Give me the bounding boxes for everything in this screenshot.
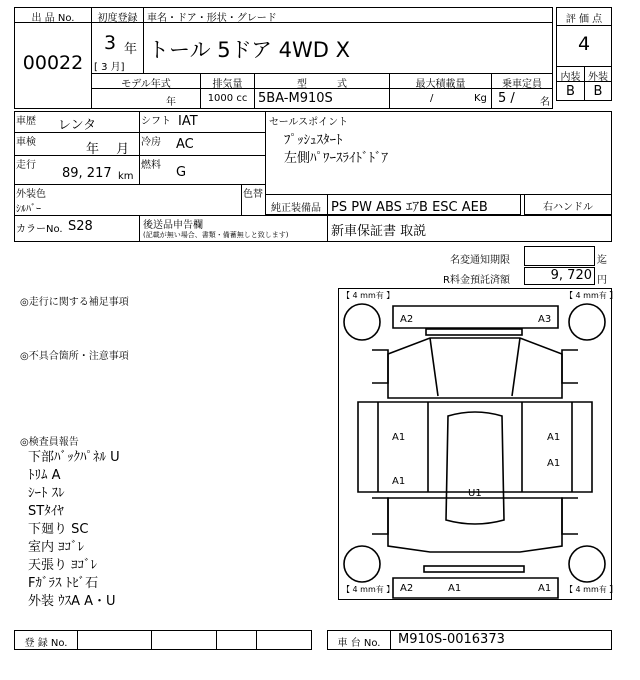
exterior-color-cell bbox=[14, 184, 242, 216]
driving-notes-label: ◎走行に関する補足事項 bbox=[20, 297, 129, 308]
inspector-item: 下部ﾊﾞｯｸﾊﾟﾈﾙ U bbox=[28, 450, 120, 465]
post-docs-note: (記載が無い場合、書類・備蓄無しと致します) bbox=[143, 231, 289, 239]
reg-no-divider bbox=[256, 630, 257, 650]
mark-left-rear-door: A1 bbox=[392, 476, 406, 487]
inspection-label: 車検 bbox=[16, 137, 36, 148]
exterior-color-label: 外装色 bbox=[16, 189, 46, 200]
shift: IAT bbox=[178, 114, 198, 129]
recycle-label: R料金預託済額 bbox=[443, 275, 510, 286]
history-label: 車歴 bbox=[16, 116, 36, 127]
genuine-equip: PS PW ABS ｴｱB ESC AEB bbox=[331, 200, 488, 215]
chassis-no: M910S-0016373 bbox=[398, 632, 505, 647]
first-reg-year: 3 bbox=[104, 32, 117, 54]
exterior-grade: B bbox=[593, 84, 603, 99]
mark-rear-bumper-right: A1 bbox=[538, 583, 552, 594]
reg-no-divider bbox=[151, 630, 152, 650]
max-load-label: 最大積載量 bbox=[415, 79, 466, 90]
displacement-label: 排気量 bbox=[212, 79, 243, 90]
exterior-label: 外装 bbox=[588, 72, 608, 83]
tire-rr-depth: 【 4 mm有 】 bbox=[565, 585, 618, 594]
tire-fr-depth: 【 4 mm有 】 bbox=[565, 291, 618, 300]
ac: AC bbox=[176, 137, 194, 152]
color-no-label: カラーNo. bbox=[16, 224, 63, 235]
interior-grade: B bbox=[566, 84, 575, 99]
rating-label: 評 価 点 bbox=[565, 14, 603, 25]
mark-rear-bumper-left: A2 bbox=[400, 583, 414, 594]
inspector-item: STﾀｲﾔ bbox=[28, 504, 64, 519]
warranty: 新車保証書 取説 bbox=[331, 224, 427, 239]
fuel-label: 燃料 bbox=[141, 160, 161, 171]
first-reg-month: [ 3 月] bbox=[94, 62, 125, 73]
inspector-label: ◎検査員報告 bbox=[20, 437, 79, 448]
ac-label: 冷房 bbox=[141, 137, 161, 148]
mark-right-rear-door: A1 bbox=[547, 458, 561, 469]
reg-no-label: 登 録 No. bbox=[24, 638, 68, 649]
inspector-item: ﾄﾘﾑ A bbox=[28, 468, 61, 483]
max-load-unit: Kg bbox=[474, 93, 487, 104]
mark-right-front-door: A1 bbox=[547, 432, 561, 443]
mark-left-front-door: A1 bbox=[392, 432, 406, 443]
mileage-label: 走行 bbox=[16, 160, 36, 171]
displacement: 1000 cc bbox=[207, 93, 248, 104]
lot-no: 00022 bbox=[22, 52, 84, 74]
exterior-color: ｼﾙﾊﾞｰ bbox=[16, 204, 41, 215]
meter-change-unit: 迄 bbox=[597, 255, 607, 266]
sales-point-1: ﾌﾟｯｼｭｽﾀｰﾄ bbox=[284, 133, 343, 148]
fuel: G bbox=[176, 165, 187, 180]
first-reg-year-unit: 年 bbox=[124, 42, 138, 57]
inspector-item: 天張り ﾖｺﾞﾚ bbox=[28, 558, 98, 573]
meter-change-label: 名変通知期限 bbox=[450, 255, 510, 266]
max-load-slash: / bbox=[430, 93, 434, 104]
genuine-equip-label: 純正装備品 bbox=[271, 203, 321, 214]
shift-label: シフト bbox=[141, 116, 171, 127]
car-diagram bbox=[338, 288, 612, 600]
mileage-unit: km bbox=[118, 171, 134, 182]
sales-point-2: 左側ﾊﾟﾜｰｽﾗｲﾄﾞﾄﾞｱ bbox=[284, 151, 389, 166]
meter-change-cell bbox=[524, 246, 595, 266]
history: レンタ bbox=[58, 118, 97, 133]
chassis-label: 車 台 No. bbox=[337, 638, 381, 649]
recycle-amount: 9, 720 bbox=[550, 268, 592, 283]
inspector-item: 外装 ｳｽA A・U bbox=[28, 594, 116, 609]
mark-front-bumper-right: A3 bbox=[538, 314, 552, 325]
car-name: トール 5ドア 4WD X bbox=[148, 38, 351, 62]
mark-roof: U1 bbox=[468, 488, 482, 499]
mark-front-bumper-left: A2 bbox=[400, 314, 414, 325]
color-change-label: 色替 bbox=[243, 189, 263, 200]
steering: 右ハンドル bbox=[543, 202, 593, 213]
car-name-label: 車名・ドア・形状・グレード bbox=[147, 13, 277, 24]
tire-fl-depth: 【 4 mm有 】 bbox=[342, 291, 395, 300]
model-year-label: モデル年式 bbox=[121, 79, 171, 90]
inspector-item: ｼｰﾄ ｽﾚ bbox=[28, 486, 65, 501]
inspector-item: Fｶﾞﾗｽ ﾄﾋﾞ石 bbox=[28, 576, 99, 591]
interior-label: 内装 bbox=[560, 72, 581, 83]
rating: 4 bbox=[577, 33, 591, 55]
capacity-unit: 名 bbox=[540, 97, 550, 108]
model-year-cell bbox=[91, 88, 201, 109]
recycle-unit: 円 bbox=[597, 275, 607, 286]
tire-rl-depth: 【 4 mm有 】 bbox=[342, 585, 395, 594]
inspector-item: 室内 ﾖｺﾞﾚ bbox=[28, 540, 85, 555]
lot-no-label: 出 品 No. bbox=[31, 13, 75, 24]
capacity-label: 乗車定員 bbox=[502, 79, 542, 90]
sales-point-label: セールスポイント bbox=[269, 117, 349, 128]
color-no: S28 bbox=[68, 219, 93, 234]
first-reg-label: 初度登録 bbox=[97, 13, 138, 24]
inspector-item: 下廻り SC bbox=[28, 522, 89, 537]
reg-no-divider bbox=[216, 630, 217, 650]
post-docs-label: 後送品申告欄 bbox=[143, 220, 203, 231]
mark-rear-bumper-center: A1 bbox=[448, 583, 462, 594]
capacity: 5 / bbox=[498, 91, 515, 106]
type-label: 型 式 bbox=[297, 79, 347, 90]
defects-label: ◎不具合箇所・注意事項 bbox=[20, 351, 129, 362]
type: 5BA-M910S bbox=[258, 91, 333, 106]
model-year-unit: 年 bbox=[166, 97, 176, 108]
inspection: 年 月 bbox=[86, 142, 130, 157]
mileage: 89, 217 bbox=[62, 166, 112, 181]
